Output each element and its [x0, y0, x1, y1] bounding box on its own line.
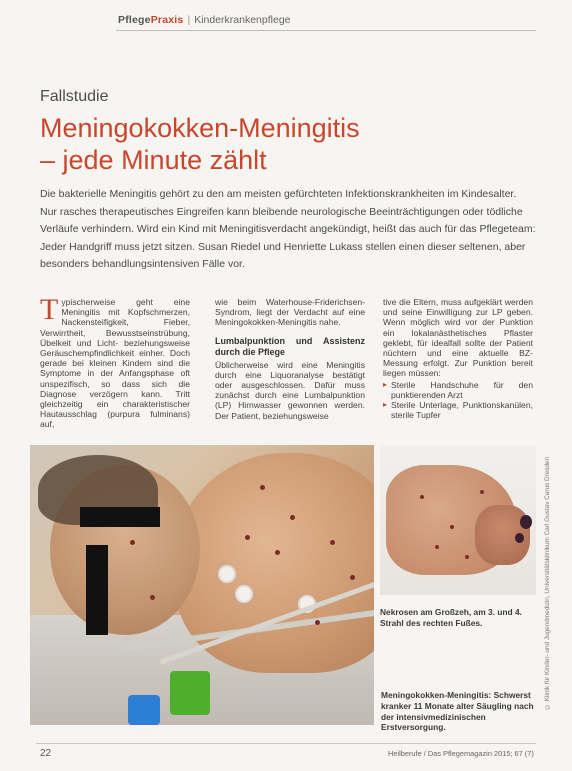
- infant-torso: [175, 453, 374, 673]
- brand-logo: PflegePraxis: [118, 14, 184, 26]
- column-3-text: tive die Eltern, muss aufgeklärt werden und seine Einwilligung zur LP geben. Wenn möglich wird vor der Punktion ein lokalanästhetisches Pflaster geklebt, für idealfall sollte der Patient nüchtern und eine aktuelle BZ-Messung erfolgt. Zur Punktion bereit liegen müssen:: [383, 297, 533, 379]
- rash-spot: [465, 555, 469, 559]
- footer-divider: [36, 743, 536, 744]
- article-kicker: Fallstudie: [40, 88, 109, 105]
- page-number: 22: [40, 748, 52, 759]
- rash-spot: [450, 525, 454, 529]
- body-column-3: [383, 297, 533, 420]
- article-title: [40, 112, 540, 176]
- section-name: Kinderkrankenpflege: [194, 14, 291, 26]
- privacy-bar: [86, 545, 108, 635]
- rash-spot: [290, 515, 295, 520]
- rash-spot: [260, 485, 265, 490]
- supply-list: [383, 380, 533, 421]
- rash-spot: [480, 490, 484, 494]
- foot-photo-caption: Nekrosen am Großzeh, am 3. und 4. Strahl des rechten Fußes.: [380, 607, 522, 628]
- infant-photo: [30, 445, 374, 725]
- iv-connector: [128, 695, 160, 725]
- article-lead: Die bakterielle Meningitis gehört zu den am meisten gefürchteten Infektionskrankheiten im Kindesalter. Nur rasches therapeutisches Eingreifen kann bleibende neurologische Beeinträchtigungen oder tödliche Verläufe verhindern. Wird ein Kind mit Meningitisverdacht angekündigt, heißt das auch für das Pflegeteam: Jeder Handgriff muss jetzt sitzen. Susan Riedel und Henriette Lukass stellen einen dieser seltenen, aber besonders behandlungsintensiven Fälle vor.: [40, 188, 536, 271]
- title-line-1: Meningokokken-Meningitis: [40, 113, 360, 143]
- rash-spot: [330, 540, 335, 545]
- necrotic-toe: [515, 533, 524, 543]
- column-2-subheading: Lumbalpunktion und Assistenz durch die Pflege: [215, 335, 365, 357]
- header-divider: [116, 30, 536, 31]
- necrotic-toe: [520, 515, 532, 529]
- body-column-1: [40, 293, 190, 430]
- rash-spot: [150, 595, 155, 600]
- body-column-2: [215, 297, 365, 421]
- list-item: ▸ Sterile Unterlage, Punktionskanülen, sterile Tupfer: [383, 400, 533, 420]
- header-separator: |: [187, 14, 191, 26]
- rash-spot: [420, 495, 424, 499]
- ecg-electrode: [235, 585, 253, 603]
- infant-photo-caption: Meningokokken-Meningitis: Schwerst kranker 11 Monate alter Säugling nach der intensivmedizinischen Erstversorgung.: [381, 690, 534, 733]
- list-item: ▸ Sterile Handschuhe für den punktierenden Arzt: [383, 380, 533, 400]
- rash-spot: [245, 535, 250, 540]
- rash-spot: [130, 540, 135, 545]
- rash-spot: [315, 620, 320, 625]
- iv-clamp: [170, 671, 210, 715]
- privacy-bar: [80, 507, 160, 527]
- column-2-text-2: Üblicherweise wird eine Meningitis durch eine Liquoranalyse bestätigt oder ausgeschlossen. Dafür muss zunächst durch eine Lumbalpunktion (LP) Hirnwasser gewonnen werden. Der Patient, beziehungsweise: [215, 359, 365, 421]
- rash-spot: [435, 545, 439, 549]
- foot-photo: [380, 445, 536, 595]
- photo-credit: © Klinik für Kinder- und Jugendmedizin, Universitätsklinikum Carl Gustav Carus Dresden: [544, 456, 551, 710]
- rash-spot: [275, 550, 280, 555]
- drop-cap: T: [40, 293, 59, 326]
- rash-spot: [350, 575, 355, 580]
- column-1-text: ypischerweise geht eine Meningitis mit Kopfschmerzen, Nackensteifigkeit, Fieber, Verwirrtheit, Bewusstseinstrübung, Übelkeit und Licht- beziehungsweise Geräuschempfindlichkeit einher. Doch gerade bei kleinen Kindern sind die Symptome in der Anfangsphase oft unspezifisch, so dass sich die Diagnose verzögern kann. Tritt gleichzeitig ein charakteristischer Hautausschlag (purpura fulminans) auf,: [40, 297, 190, 430]
- journal-citation: Heilberufe / Das Pflegemagazin 2015; 67 (7): [388, 749, 534, 758]
- title-line-2: – jede Minute zählt: [40, 145, 267, 175]
- ecg-electrode: [218, 565, 236, 583]
- page-header: [118, 14, 291, 26]
- column-2-text-1: wie beim Waterhouse-Friderichsen-Syndrom, liegt der Verdacht auf eine Meningokokken-Meningitis nahe.: [215, 297, 365, 328]
